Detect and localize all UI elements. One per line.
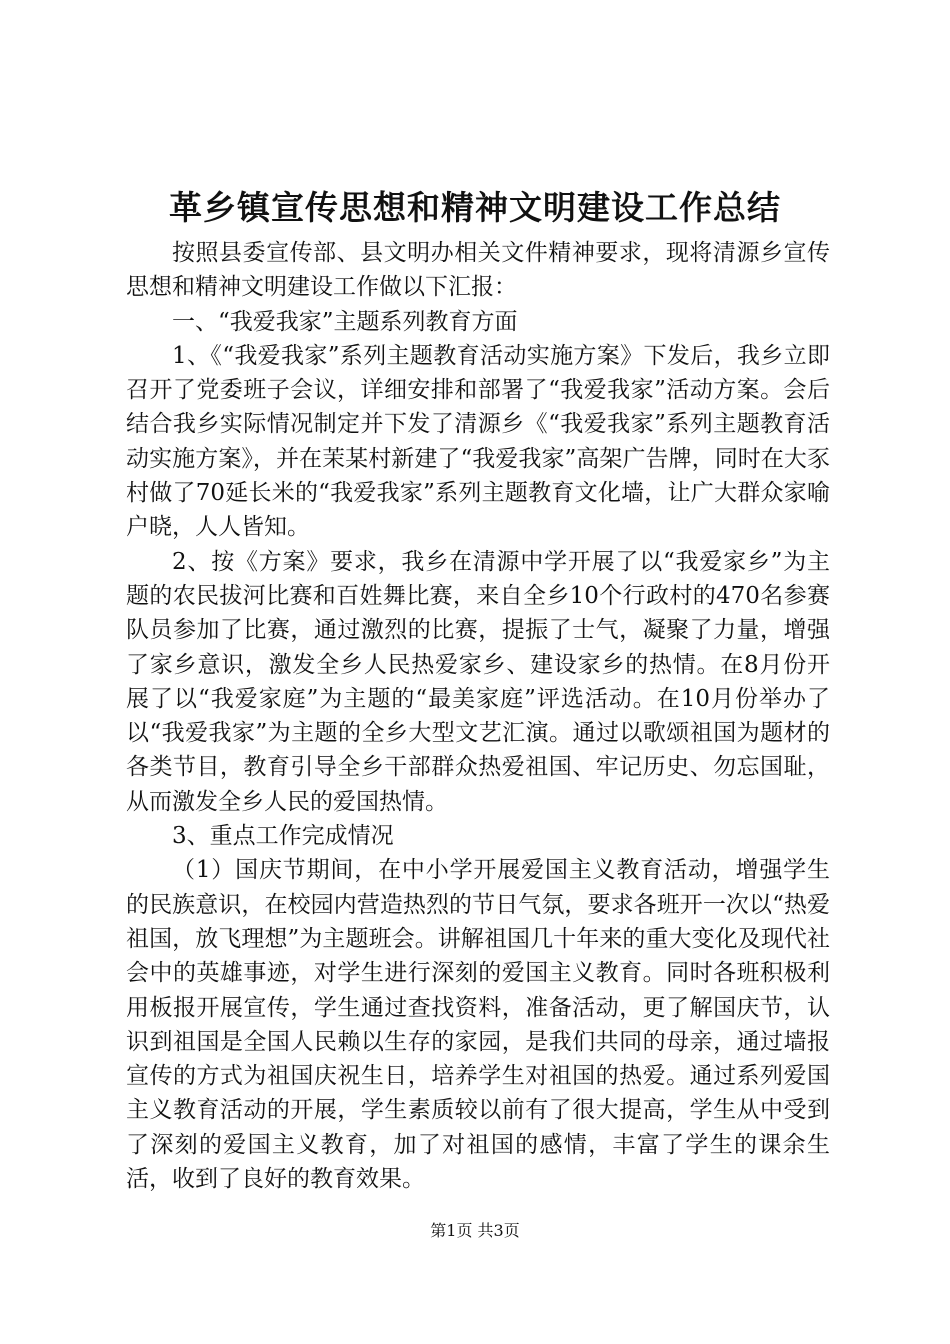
paragraph-item-2: 2、按《方案》要求，我乡在清源中学开展了以“我爱家乡”为主题的农民拔河比赛和百姓舞比赛，来自全乡10个行政村的470名参赛队员参加了比赛，通过激烈的比赛，提振了士气，凝聚了力量，增强了家乡意识，激发全乡人民热爱家乡、建设家乡的热情。在8月份开展了以“我爱家庭”为主题的“最美家庭”评选活动。在10月份举办了以“我爱我家”为主题的全乡大型文艺汇演。通过以歌颂祖国为题材的各类节目，教育引导全乡干部群众热爱祖国、牢记历史、勿忘国耻，从而激发全乡人民的爱国热情。: [126, 548, 830, 815]
paragraph-item-3-1: （1）国庆节期间，在中小学开展爱国主义教育活动，增强学生的民族意识，在校园内营造热烈的节日气氛，要求各班开一次以“热爱祖国，放飞理想”为主题班会。讲解祖国几十年来的重大变化及现代社会中的英雄事迹，对学生进行深刻的爱国主义教育。同时各班积极利用板报开展宣传，学生通过查找资料，准备活动，更了解国庆节，认识到祖国是全国人民赖以生存的家园，是我们共同的母亲，通过墙报宣传的方式为祖国庆祝生日，培养学生对祖国的热爱。通过系列爱国主义教育活动的开展，学生素质较以前有了很大提高，学生从中受到了深刻的爱国主义教育，加了对祖国的感情，丰富了学生的课余生活，收到了良好的教育效果。: [126, 857, 830, 1193]
document-title: 革乡镇宣传思想和精神文明建设工作总结: [169, 188, 781, 227]
document-body: [126, 236, 830, 1196]
section-heading-3: 3、重点工作完成情况: [172, 823, 394, 850]
intro-paragraph: 按照县委宣传部、县文明办相关文件精神要求，现将清源乡宣传思想和精神文明建设工作做以下汇报：: [126, 240, 830, 301]
section-heading-1: 一、“我爱我家”主题系列教育方面: [172, 308, 518, 335]
page-number-footer: 第1页 共3页: [430, 1221, 520, 1240]
paragraph-item-1: 1、《“我爱我家”系列主题教育活动实施方案》下发后，我乡立即召开了党委班子会议，详细安排和部署了“我爱我家”活动方案。会后结合我乡实际情况制定并下发了清源乡《“我爱我家”系列主题教育活动实施方案》，并在茉某村新建了“我爱我家”高架广告牌，同时在大豕村做了70延长米的“我爱我家”系列主题教育文化墙，让广大群众家喻户晓，人人皆知。: [126, 342, 830, 541]
